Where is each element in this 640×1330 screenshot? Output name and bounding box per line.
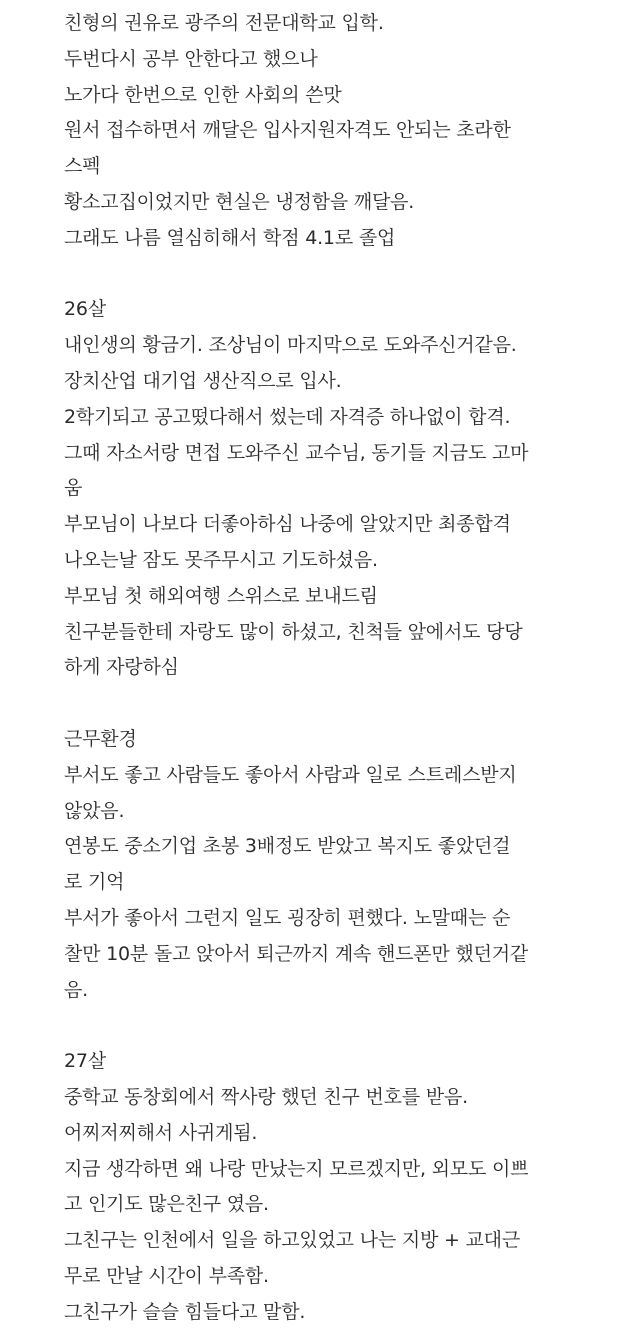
text-line: 그래도 나름 열심히해서 학점 4.1로 졸업	[64, 226, 396, 249]
text-line: 내인생의 황금기. 조상님이 마지막으로 도와주신거같음.	[64, 334, 517, 357]
text-line: 원서 접수하면서 깨달은 입사지원자격도 안되는 초라한	[64, 119, 511, 142]
text-line: 찰만 10분 돌고 앉아서 퇴근까지 계속 핸드폰만 했던거같	[64, 942, 529, 965]
text-line: 그친구는 인천에서 일을 하고있었고 나는 지방 + 교대근	[64, 1229, 520, 1252]
text-line: 친형의 권유로 광주의 전문대학교 입학.	[64, 12, 384, 34]
paragraph-gap	[64, 686, 640, 722]
section-heading: 26살	[64, 298, 106, 321]
text-line: 그때 자소서랑 면접 도와주신 교수님, 동기들 지금도 고마	[64, 441, 529, 464]
text-line: 부모님이 나보다 더좋아하심 나중에 알았지만 최종합격	[64, 513, 511, 536]
text-line: 2학기되고 공고떴다해서 썼는데 자격증 하나없이 합격.	[64, 405, 511, 428]
text-line: 두번다시 공부 안한다고 했으나	[64, 47, 318, 70]
text-line: 움	[64, 477, 83, 500]
text-line: 부서가 좋아서 그런지 일도 굉장히 편했다. 노말때는 순	[64, 906, 511, 929]
text-line: 음.	[64, 978, 88, 1001]
text-line: 않았음.	[64, 799, 125, 822]
paragraph-gap	[64, 1008, 640, 1044]
text-line: 장치산업 대기업 생산직으로 입사.	[64, 369, 342, 392]
text-line: 부서도 좋고 사람들도 좋아서 사람과 일로 스트레스받지	[64, 763, 517, 786]
text-line: 황소고집이었지만 현실은 냉정함을 깨달음.	[64, 190, 415, 213]
text-line: 연봉도 중소기업 초봉 3배정도 받았고 복지도 좋았던걸	[64, 835, 511, 858]
section-heading: 27살	[64, 1050, 106, 1073]
text-line: 부모님 첫 해외여행 스위스로 보내드림	[64, 584, 378, 607]
text-line: 그친구가 슬슬 힘들다고 말함.	[64, 1300, 306, 1323]
text-line: 중학교 동창회에서 짝사랑 했던 친구 번호를 받음.	[64, 1085, 468, 1108]
text-line: 친구분들한테 자랑도 많이 하셨고, 친척들 앞에서도 당당	[64, 620, 523, 643]
text-line: 로 기억	[64, 871, 125, 894]
text-line: 지금 생각하면 왜 나랑 만났는지 모르겠지만, 외모도 이쁘	[64, 1157, 529, 1180]
text-line: 무로 만날 시간이 부족함.	[64, 1264, 269, 1287]
paragraph-gap	[64, 257, 640, 293]
text-line: 나오는날 잠도 못주무시고 기도하셨음.	[64, 548, 378, 571]
text-line: 고 인기도 많은친구 였음.	[64, 1193, 269, 1216]
text-line: 스펙	[64, 155, 101, 178]
text-line: 노가다 한번으로 인한 사회의 쓴맛	[64, 83, 342, 106]
text-line: 어찌저찌해서 사귀게됨.	[64, 1121, 258, 1144]
text-line: 하게 자랑하심	[64, 656, 179, 679]
section-heading: 근무환경	[64, 727, 137, 750]
